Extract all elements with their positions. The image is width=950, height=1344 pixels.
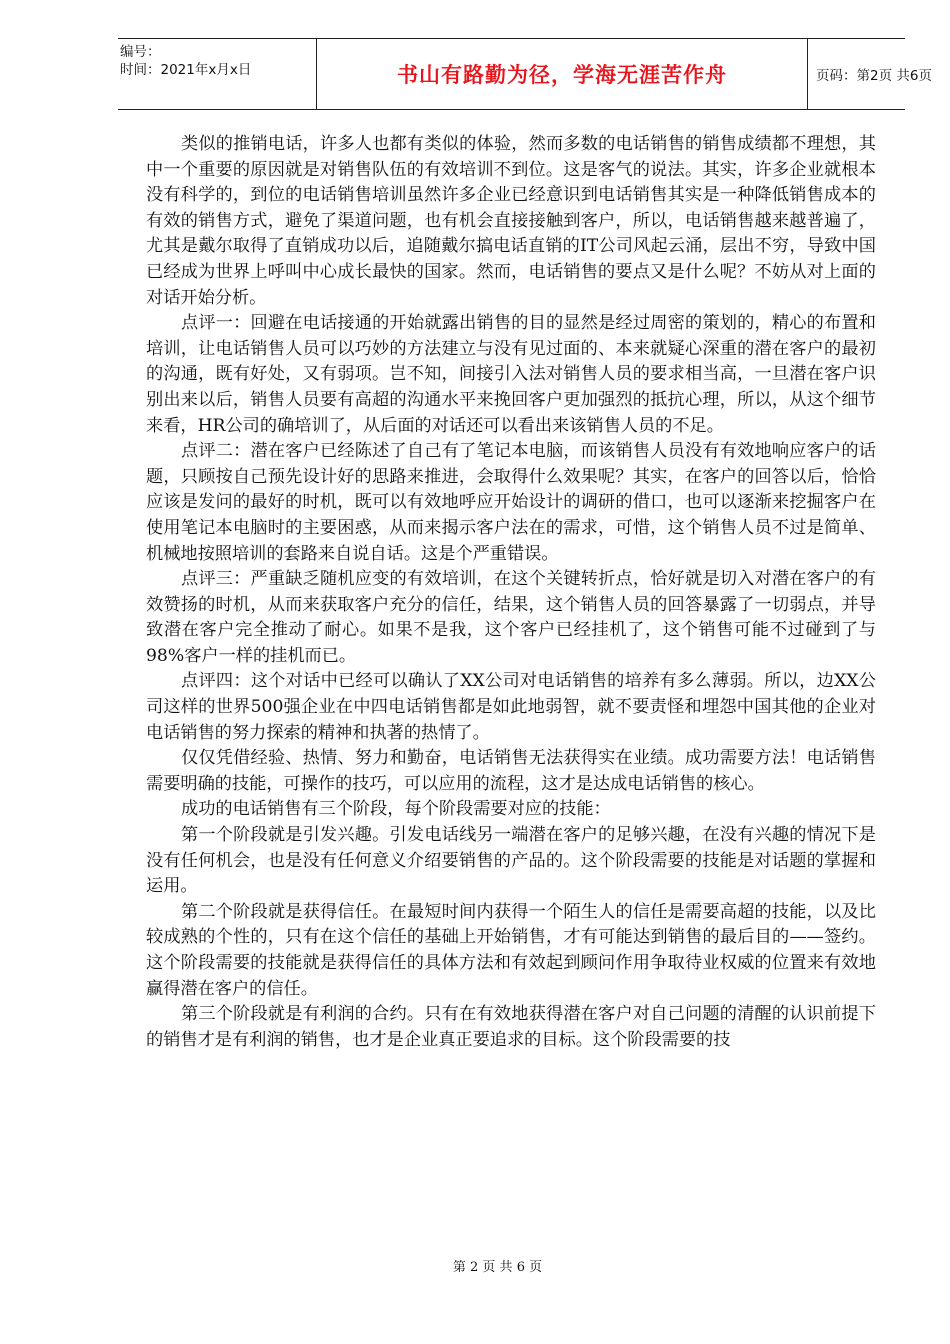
paragraph-4: 点评三：严重缺乏随机应变的有效培训，在这个关键转折点，恰好就是切入对潜在客户的有效赞扬的时机，从而来获取客户充分的信任，结果，这个销售人员的回答暴露了一切弱点，并导致潜在客户完全推动了耐心。如果不是我，这个客户已经挂机了，这个销售可能不过碰到了与98%客户一样的挂机而已。 xyxy=(146,569,876,666)
paragraph-5: 点评四：这个对话中已经可以确认了XX公司对电话销售的培养有多么薄弱。所以，边XX公司这样的世界500强企业在中四电话销售都是如此地弱智，就不要责怪和埋怨中国其他的企业对电话销售的努力探索的精神和执著的热情了。 xyxy=(146,671,876,743)
header-page-number: 页码：第2页 共6页 xyxy=(816,68,932,84)
document-body xyxy=(146,132,876,1053)
paragraph-6: 仅仅凭借经验、热情、努力和勤奋，电话销售无法获得实在业绩。成功需要方法！电话销售需要明确的技能，可操作的技巧，可以应用的流程，这才是达成电话销售的核心。 xyxy=(146,748,876,794)
paragraph-10: 第三个阶段就是有利润的合约。只有在有效地获得潜在客户对自己问题的清醒的认识前提下的销售才是有利润的销售，也才是企业真正要追求的目标。这个阶段需要的技 xyxy=(146,1004,876,1050)
document-number-label: 编号： xyxy=(120,44,161,60)
header-meta xyxy=(118,39,316,109)
document-time-label: 时间：2021年x月x日 xyxy=(120,62,252,78)
page-footer: 第 2 页 共 6 页 xyxy=(452,1260,543,1275)
paragraph-8: 第一个阶段就是引发兴趣。引发电话线另一端潜在客户的足够兴趣，在没有兴趣的情况下是没有任何机会，也是没有任何意义介绍要销售的产品的。这个阶段需要的技能是对话题的掌握和运用。 xyxy=(146,825,876,897)
paragraph-2: 点评一：回避在电话接通的开始就露出销售的目的显然是经过周密的策划的，精心的布置和培训，让电话销售人员可以巧妙的方法建立与没有见过面的、本来就疑心深重的潜在客户的最初的沟通，既有好处，又有弱项。岂不知，间接引入法对销售人员的要求相当高，一旦潜在客户识别出来以后，销售人员要有高超的沟通水平来挽回客户更加强烈的抵抗心理，所以，从这个细节来看，HR公司的确培训了，从后面的对话还可以看出来该销售人员的不足。 xyxy=(146,313,876,436)
header-motto: 书山有路勤为径，学海无涯苦作舟 xyxy=(316,39,808,109)
page-header xyxy=(118,38,932,110)
paragraph-7: 成功的电话销售有三个阶段，每个阶段需要对应的技能： xyxy=(181,799,611,820)
paragraph-9: 第二个阶段就是获得信任。在最短时间内获得一个陌生人的信任是需要高超的技能，以及比较成熟的个性的，只有在这个信任的基础上开始销售，才有可能达到销售的最后目的——签约。这个阶段需要的技能就是获得信任的具体方法和有效起到顾问作用争取待业权威的位置来有效地赢得潜在客户的信任。 xyxy=(146,901,876,999)
paragraph-3: 点评二：潜在客户已经陈述了自己有了笔记本电脑，而该销售人员没有有效地响应客户的话题，只顾按自己预先设计好的思路来推进，会取得什么效果呢？其实，在客户的回答以后，恰恰应该是发问的最好的时机，既可以有效地呼应开始设计的调研的借口，也可以逐渐来挖掘客户在使用笔记本电脑时的主要困惑，从而来揭示客户法在的需求，可惜，这个销售人员不过是简单、机械地按照培训的套路来自说自话。这是个严重错误。 xyxy=(146,441,876,564)
paragraph-1: 类似的推销电话，许多人也都有类似的体验，然而多数的电话销售的销售成绩都不理想，其中一个重要的原因就是对销售队伍的有效培训不到位。这是客气的说法。其实，许多企业就根本没有科学的，到位的电话销售培训虽然许多企业已经意识到电话销售其实是一种降低销售成本的有效的销售方式，避免了渠道问题，也有机会直接接触到客户，所以，电话销售越来越普遍了，尤其是戴尔取得了直销成功以后，追随戴尔搞电话直销的IT公司风起云涌，层出不穷，导致中国已经成为世界上呼叫中心成长最快的国家。然而，电话销售的要点又是什么呢？不妨从对上面的对话开始分析。 xyxy=(146,134,876,308)
